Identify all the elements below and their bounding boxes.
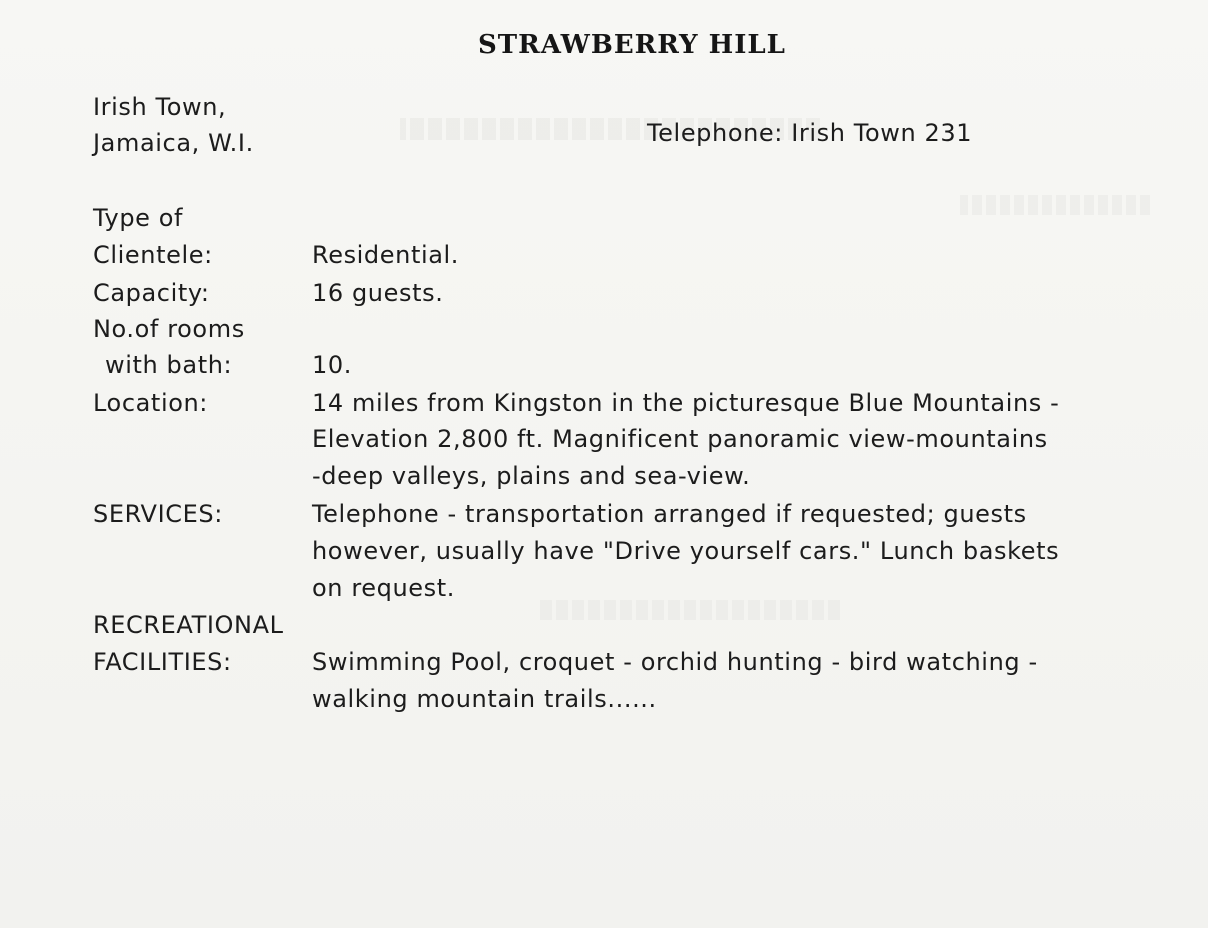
recreational-label-2: FACILITIES: bbox=[93, 648, 232, 676]
location-line: -deep valleys, plains and sea-view. bbox=[312, 462, 751, 490]
rooms-label-1: No.of rooms bbox=[93, 315, 245, 343]
type-of-clientele-label-2: Clientele: bbox=[93, 241, 213, 269]
type-of-clientele-label-1: Type of bbox=[93, 204, 184, 232]
location-line: Elevation 2,800 ft. Magnificent panoramic view-mountains bbox=[312, 425, 1048, 453]
address-line-2: Jamaica, W.I. bbox=[93, 129, 254, 157]
services-line: on request. bbox=[312, 574, 455, 602]
services-label: SERVICES: bbox=[93, 500, 223, 528]
recreational-label-1: RECREATIONAL bbox=[93, 611, 284, 639]
telephone-number: Telephone: Irish Town 231 bbox=[647, 119, 973, 147]
location-label: Location: bbox=[93, 389, 208, 417]
type-of-clientele-value: Residential. bbox=[312, 241, 460, 269]
capacity-label: Capacity: bbox=[93, 279, 210, 307]
address-line-1: Irish Town, bbox=[93, 93, 227, 121]
document-title: STRAWBERRY HILL bbox=[478, 30, 786, 60]
recreational-line: Swimming Pool, croquet - orchid hunting - bird watching - bbox=[312, 648, 1038, 676]
location-line: 14 miles from Kingston in the picturesque Blue Mountains - bbox=[312, 389, 1060, 417]
rooms-value: 10. bbox=[312, 351, 352, 379]
recreational-line: walking mountain trails...... bbox=[312, 685, 657, 713]
services-line: Telephone - transportation arranged if requested; guests bbox=[312, 500, 1027, 528]
bleed-through-decoration bbox=[960, 195, 1150, 215]
bleed-through-decoration bbox=[540, 600, 840, 620]
services-line: however, usually have "Drive yourself cars." Lunch baskets bbox=[312, 537, 1060, 565]
rooms-label-2: with bath: bbox=[105, 351, 233, 379]
capacity-value: 16 guests. bbox=[312, 279, 444, 307]
